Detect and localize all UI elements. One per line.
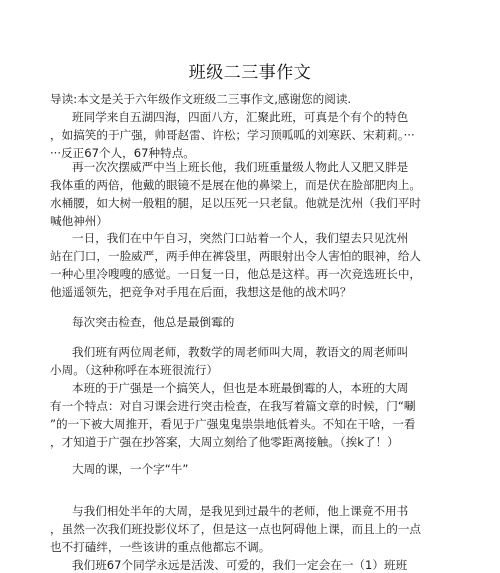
text-line: ，才知道于广强在抄答案，大周立刻给了他零距离接触。（挨k了！） (50, 435, 399, 449)
text-line: 喊他神州） (50, 214, 108, 228)
text-line: 再一次次摆威严中当上班长他，我们班重量级人物此人又肥又胖是 (72, 160, 409, 174)
document-title: 班级二三事作文 (188, 63, 312, 83)
text-line: 我们班67个同学永远是活泼、可爱的，我们一定会在一（1）班班 (72, 558, 408, 572)
text-line: 本班的于广强是一个搞笑人，但也是本班最倒霉的人，本班的大周 (72, 381, 409, 395)
text-line: ，如搞笑的于广强，帅哥赵雷、许松；学习顶呱呱的刘寒跃、宋莉莉。··· (50, 128, 415, 142)
section-heading: 每次突击检查，他总是最倒霉的 (72, 315, 235, 329)
text-line: 小周。（这种称呼在本班很流行） (50, 363, 219, 377)
text-line: 站在门口，一脸威严，两手伸在裤袋里，两眼射出令人害怕的眼神，给人 (50, 249, 422, 263)
section-heading: 大周的课，一个字“牛” (72, 462, 189, 476)
text-line: ，虽然一次我们班投影仪坏了，但是这一点也阿碍他上课，而且上的一点 (50, 522, 422, 536)
text-line: 也不打磕绊，一些该讲的重点他都忘不调。 (50, 540, 271, 554)
text-line: 班同学来自五湖四海，四面八方，汇聚此班，可真是个有个的特色 (72, 110, 409, 124)
text-line: 与我们相处半年的大周，是我见到过最牛的老师，他上课竟不用书 (72, 504, 409, 518)
text-line: 我体重的两倍，他戴的眼镜不是展在他的鼻梁上，而是伏在脸部肥肉上。 (50, 178, 422, 192)
text-line: 有一个特点：对自习课会进行突击检查，在我写着篇文章的时候，门“唰 (50, 399, 416, 413)
text-line: ”的一下被大周推开，看见于广强鬼鬼祟祟地低着头。不知在干啥，一看 (50, 417, 416, 431)
text-line: 一日，我们在中午自习，突然门口站着一个人，我们望去只见沈州 (72, 231, 409, 245)
text-line: ···反正67个人，67种特点。 (50, 146, 195, 160)
text-line: 他遥遥领先，把竞争对手甩在后面，我想这是他的战术吗？ (50, 285, 352, 299)
text-line: 水桶腰，如大树一般粗的腿，足以压死一只老鼠。他就是沈州（我们平时 (50, 196, 422, 210)
text-line: 我们班有两位周老师，教数学的周老师叫大周，教语文的周老师叫 (72, 345, 409, 359)
text-line: 导读:本文是关于六年级作文班级二三事作文,感谢您的阅读. (50, 92, 352, 106)
text-line: 一种心里冷嗖嗖的感觉。一日复一日，他总是这样。再一次竞选班长中， (50, 267, 422, 281)
